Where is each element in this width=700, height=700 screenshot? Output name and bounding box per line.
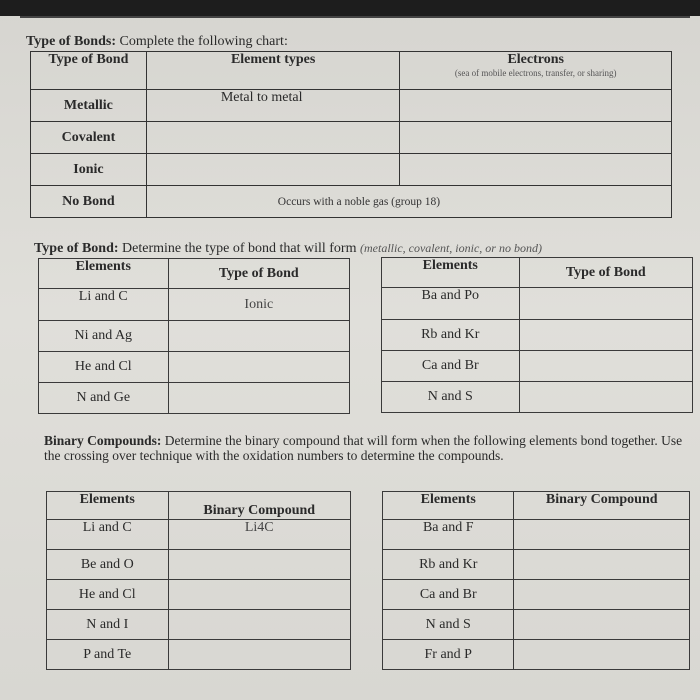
answer-cell[interactable] xyxy=(168,580,350,610)
elements-cell: Ba and Po xyxy=(382,288,520,320)
table-row xyxy=(383,610,690,640)
col-electrons xyxy=(400,52,672,90)
top-rule xyxy=(20,16,690,18)
answer-cell[interactable] xyxy=(168,352,349,383)
col-elements: Elements xyxy=(39,259,169,289)
section1-heading xyxy=(26,34,288,50)
table-header-row xyxy=(47,492,351,520)
elements-cell: Rb and Kr xyxy=(383,550,514,580)
table-header-row xyxy=(31,52,672,90)
covalent-electrons[interactable] xyxy=(400,122,672,154)
binary-compound-right-table xyxy=(382,491,690,670)
table-row xyxy=(383,640,690,670)
ionic-elements[interactable] xyxy=(146,154,400,186)
row-label-no-bond: No Bond xyxy=(31,186,147,218)
table-row xyxy=(31,186,672,218)
col-type-of-bond: Type of Bond xyxy=(519,258,692,288)
elements-cell: Be and O xyxy=(47,550,169,580)
row-label-covalent: Covalent xyxy=(31,122,147,154)
table-row xyxy=(47,550,351,580)
elements-cell: N and I xyxy=(47,610,169,640)
answer-cell[interactable]: Ionic xyxy=(168,289,349,321)
covalent-elements[interactable] xyxy=(146,122,400,154)
answer-cell[interactable] xyxy=(514,610,690,640)
table-row xyxy=(382,320,693,351)
answer-cell[interactable] xyxy=(519,288,692,320)
table-row xyxy=(47,580,351,610)
metallic-elements: Metal to metal xyxy=(146,90,400,122)
col-binary-compound: Binary Compound xyxy=(168,492,350,520)
section3-instructions xyxy=(44,433,684,463)
table-header-row xyxy=(383,492,690,520)
elements-cell: Li and C xyxy=(47,520,169,550)
section2-title-bold: Type of Bond: xyxy=(34,241,119,256)
section2-title-hint: (metallic, covalent, ionic, or no bond) xyxy=(360,241,542,255)
table-row xyxy=(31,122,672,154)
table-row xyxy=(382,288,693,320)
elements-cell: Ca and Br xyxy=(382,351,520,382)
answer-cell[interactable] xyxy=(168,321,349,352)
section3-title-bold: Binary Compounds: xyxy=(44,433,162,448)
table-row xyxy=(39,352,350,383)
ionic-electrons[interactable] xyxy=(400,154,672,186)
elements-cell: He and Cl xyxy=(39,352,169,383)
section2-title-rest: Determine the type of bond that will form xyxy=(118,241,360,256)
metallic-electrons[interactable] xyxy=(400,90,672,122)
elements-cell: N and S xyxy=(383,610,514,640)
elements-cell: Ba and F xyxy=(383,520,514,550)
answer-cell[interactable] xyxy=(514,520,690,550)
table-row xyxy=(31,90,672,122)
table-row xyxy=(39,289,350,321)
type-of-bond-right-table xyxy=(381,257,693,413)
col-element-types: Element types xyxy=(146,52,400,90)
table-row xyxy=(39,321,350,352)
col-elements: Elements xyxy=(383,492,514,520)
table-row xyxy=(383,580,690,610)
table-header-row xyxy=(39,259,350,289)
table-row xyxy=(39,383,350,414)
answer-cell[interactable] xyxy=(514,550,690,580)
table-row xyxy=(382,382,693,413)
no-bond-note: Occurs with a noble gas (group 18) xyxy=(146,186,671,218)
type-of-bond-left-table xyxy=(38,258,350,414)
elements-cell: Ca and Br xyxy=(383,580,514,610)
elements-cell: N and Ge xyxy=(39,383,169,414)
col-binary-compound: Binary Compound xyxy=(514,492,690,520)
row-label-ionic: Ionic xyxy=(31,154,147,186)
section1-title-rest: Complete the following chart: xyxy=(115,34,288,49)
elements-cell: Fr and P xyxy=(383,640,514,670)
type-of-bonds-chart xyxy=(30,51,672,218)
col-electrons-label: Electrons xyxy=(507,52,564,67)
col-elements: Elements xyxy=(47,492,169,520)
table-row xyxy=(382,351,693,382)
answer-cell[interactable] xyxy=(168,550,350,580)
table-header-row xyxy=(382,258,693,288)
answer-cell[interactable] xyxy=(519,351,692,382)
answer-cell[interactable] xyxy=(168,610,350,640)
answer-cell[interactable] xyxy=(168,383,349,414)
elements-cell: Ni and Ag xyxy=(39,321,169,352)
top-shadow xyxy=(0,0,700,16)
answer-cell[interactable]: Li4C xyxy=(168,520,350,550)
binary-compound-left-table xyxy=(46,491,351,670)
elements-cell: He and Cl xyxy=(47,580,169,610)
electrons-subtitle: (sea of mobile electrons, transfer, or sharing) xyxy=(454,68,617,78)
answer-cell[interactable] xyxy=(519,382,692,413)
section1-title-bold: Type of Bonds: xyxy=(26,34,116,49)
table-row xyxy=(31,154,672,186)
elements-cell: P and Te xyxy=(47,640,169,670)
elements-cell: N and S xyxy=(382,382,520,413)
section3-title-rest: Determine the binary compound that will form when the following elements bond together. Use the crossing over technique with the oxidation numbers to determine the compounds. xyxy=(44,433,683,463)
answer-cell[interactable] xyxy=(514,580,690,610)
table-row xyxy=(383,520,690,550)
table-row xyxy=(383,550,690,580)
col-elements: Elements xyxy=(382,258,520,288)
elements-cell: Rb and Kr xyxy=(382,320,520,351)
table-row xyxy=(47,610,351,640)
elements-cell: Li and C xyxy=(39,289,169,321)
col-type-of-bond: Type of Bond xyxy=(168,259,349,289)
answer-cell[interactable] xyxy=(519,320,692,351)
answer-cell[interactable] xyxy=(514,640,690,670)
section2-heading xyxy=(34,240,542,257)
col-type-of-bond: Type of Bond xyxy=(31,52,147,90)
table-row xyxy=(47,520,351,550)
answer-cell[interactable] xyxy=(168,640,350,670)
row-label-metallic: Metallic xyxy=(31,90,147,122)
table-row xyxy=(47,640,351,670)
